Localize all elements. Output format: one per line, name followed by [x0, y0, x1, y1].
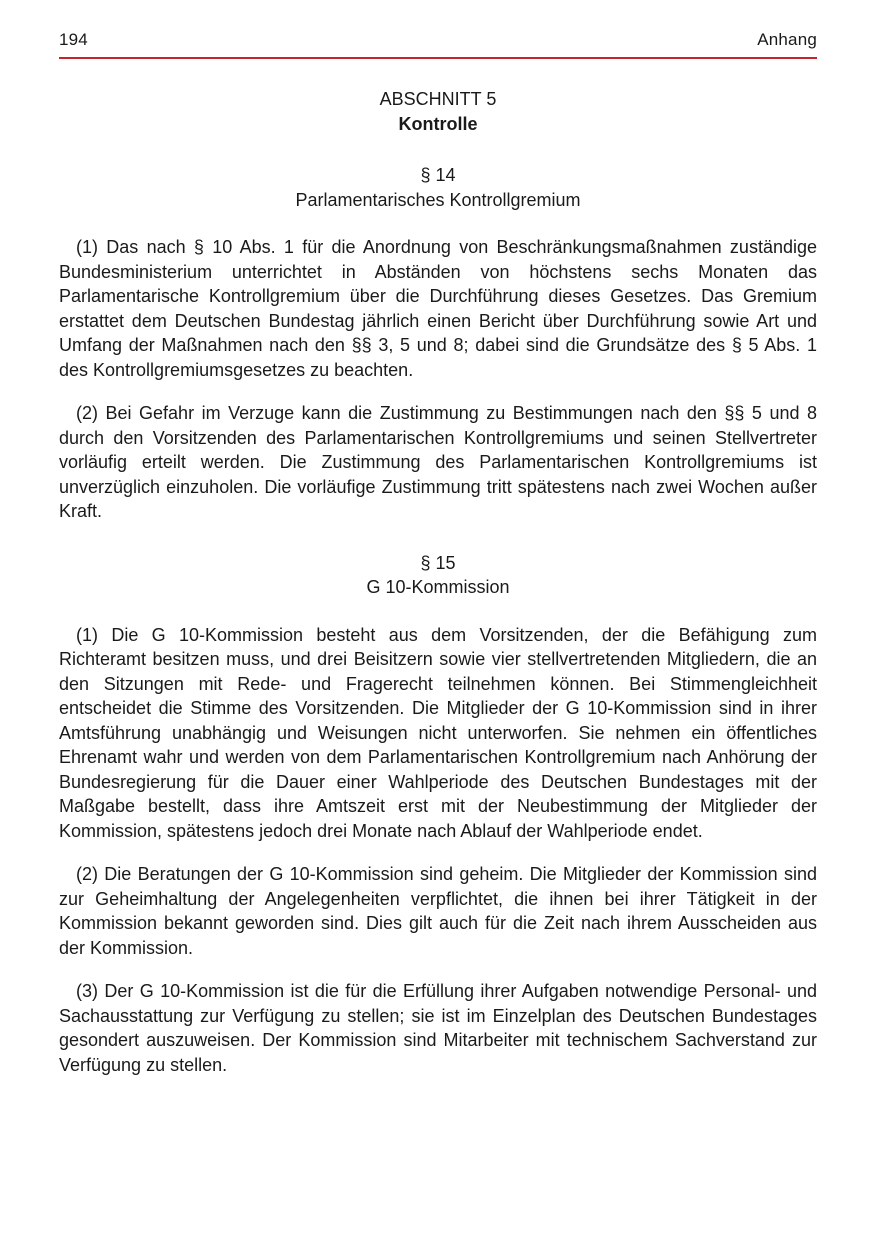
paragraph: (1) Die G 10-Kommission besteht aus dem Vorsitzenden, der die Befähigung zum Richteramt besitzen muss, und drei Beisitzern sowie vier stellvertretenden Mitgliedern, die an den Sitzungen mit Rede- und Fragerecht teilnehmen können. Bei Stimmengleichheit entscheidet die Stimme des Vorsitzenden. Die Mitglieder der G 10-Kommission sind in ihrer Amtsführung unabhängig und Weisungen nicht unterworfen. Sie nehmen ein öffentliches Ehrenamt wahr und werden von dem Parlamentarischen Kontrollgremium nach Anhörung der Bundesregierung für die Dauer einer Wahlperiode des Deutschen Bundestages mit der Maßgabe bestellt, dass ihre Amtszeit erst mit der Neubestimmung der Mitglieder der Kommission, spätestens jedoch drei Monate nach Ablauf der Wahlperiode endet.	[59, 624, 817, 841]
article-title: G 10-Kommission	[366, 577, 510, 597]
article-heading	[59, 551, 817, 600]
article-number: § 14	[420, 165, 456, 185]
article-heading	[59, 163, 817, 212]
paragraph: (2) Bei Gefahr im Verzuge kann die Zustimmung zu Bestimmungen nach den §§ 5 und 8 durch den Vorsitzenden des Parlamentarischen Kontrollgremiums und seinen Stellvertreter vorläufig erteilt werden. Die Zustimmung des Parlamentarischen Kontrollgremiums ist unverzüglich einzuholen. Die vorläufige Zustimmung tritt spätestens nach zwei Wochen außer Kraft.	[59, 403, 817, 521]
paragraph: (2) Die Beratungen der G 10-Kommission sind geheim. Die Mitglieder der Kommission sind zur Geheimhaltung der Angelegenheiten verpflichtet, die ihnen bei ihrer Tätigkeit in der Kommission bekannt geworden sind. Dies gilt auch für die Zeit nach ihrem Ausscheiden aus der Kommission.	[59, 864, 817, 958]
article-number: § 15	[420, 552, 456, 573]
running-header-label: Anhang	[757, 30, 817, 49]
article-title: Parlamentarisches Kontrollgremium	[295, 189, 581, 210]
paragraph: (1) Das nach § 10 Abs. 1 für die Anordnung von Beschränkungsmaßnahmen zuständige Bundesministerium unterrichtet in Abständen von höchstens sechs Monaten das Parlamentarische Kontrollgremium über die Durchführung dieses Gesetzes. Das Gremium erstattet dem Deutschen Bundestag jährlich einen Bericht über Durchführung sowie Art und Umfang der Maßnahmen nach den §§ 3, 5 und 8; dabei sind die Grundsätze des § 5 Abs. 1 des Kontrollgremiumsgesetzes zu beachten.	[59, 237, 817, 380]
paragraph: (3) Der G 10-Kommission ist die für die Erfüllung ihrer Aufgaben notwendige Personal- und Sachausstattung zur Verfügung zu stellen; sie ist im Einzelplan des Deutschen Bundestages gesondert auszuweisen. Der Kommission sind Mitarbeiter mit technischem Sachverstand zur Verfügung zu stellen.	[59, 981, 817, 1075]
section-kicker: ABSCHNITT 5	[379, 89, 497, 109]
running-header	[59, 30, 817, 59]
page-number: 194	[59, 30, 88, 49]
document-body	[59, 87, 817, 1077]
section-title: Kontrolle	[398, 113, 478, 134]
